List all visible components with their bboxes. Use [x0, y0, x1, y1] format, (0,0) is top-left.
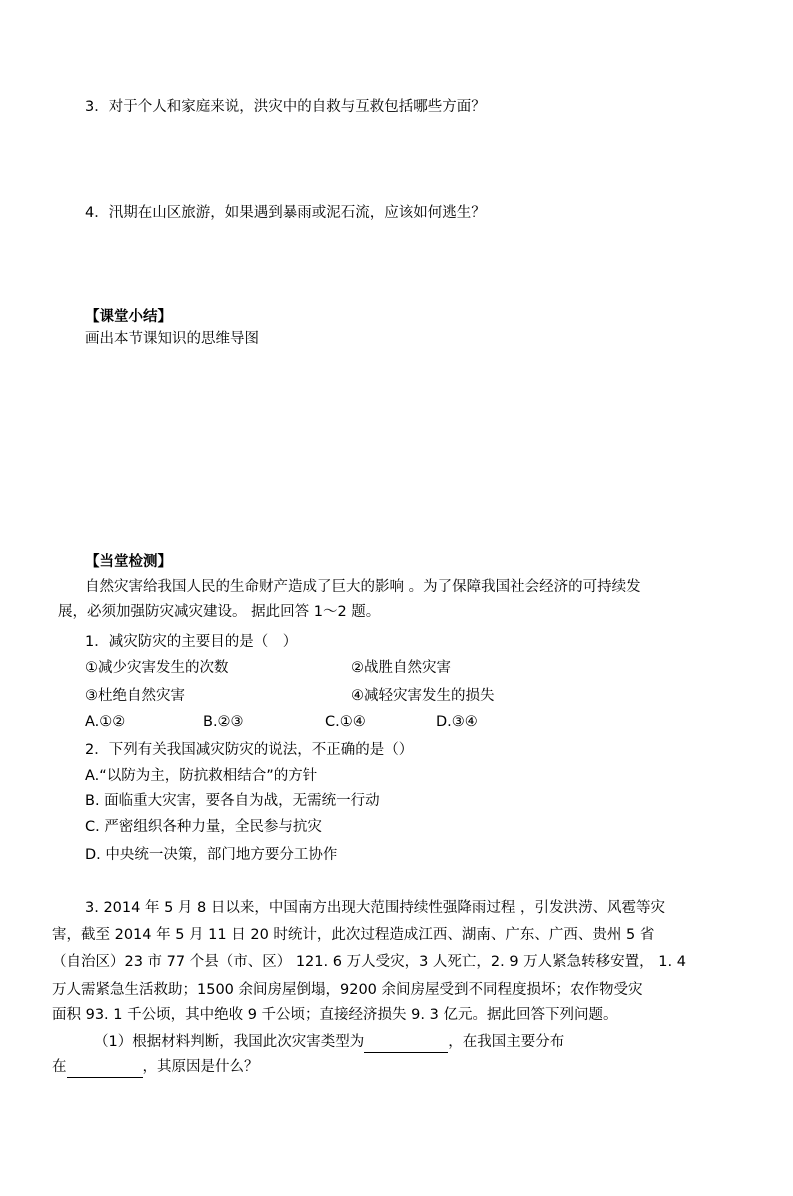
q1-option-a: A.①②: [85, 714, 126, 730]
q1-item-2: ②战胜自然灾害: [351, 660, 451, 676]
q3-material-line-4: 万人需紧急生活救助；1500 余间房屋倒塌，9200 余间房屋受到不同程度损坏；农作物受灾: [52, 982, 643, 998]
q1-option-d: D.③④: [436, 714, 478, 730]
q3-sub-1-text-a: （1）根据材料判断，我国此次灾害类型为: [94, 1034, 365, 1050]
q3-sub-1-text-b: ，在我国主要分布: [448, 1034, 565, 1050]
q3-material-line-2: 害，截至 2014 年 5 月 11 日 20 时统计，此次过程造成江西、湖南、广东、广西、贵州 5 省: [52, 927, 655, 943]
q2-option-c: C. 严密组织各种力量，全民参与抗灾: [85, 819, 322, 835]
q3-material-line-1: 3. 2014 年 5 月 8 日以来，中国南方出现大范围持续性强降雨过程 ，引发洪涝、风雹等灾: [85, 900, 665, 916]
summary-heading: 【课堂小结】: [85, 309, 172, 325]
q3-material-line-5: 面积 93. 1 千公顷，其中绝收 9 千公顷；直接经济损失 9. 3 亿元。据此回答下列问题。: [52, 1007, 618, 1023]
q1-option-c: C.①④: [325, 714, 366, 730]
q1-item-1: ①减少灾害发生的次数: [85, 660, 229, 676]
question-3-top: 3．对于个人和家庭来说，洪灾中的自救与互救包括哪些方面？: [85, 99, 486, 115]
summary-instruction: 画出本节课知识的思维导图: [85, 331, 259, 347]
q3-sub-1-text-d: ，其原因是什么？: [142, 1059, 259, 1075]
q1-option-b: B.②③: [203, 714, 244, 730]
check-heading: 【当堂检测】: [85, 554, 172, 570]
q3-sub-1-line-2: [52, 1057, 259, 1078]
check-intro-line-1: 自然灾害给我国人民的生命财产造成了巨大的影响 。为了保障我国社会经济的可持续发: [85, 579, 641, 595]
q2-option-a: A.“以防为主，防抗救相结合”的方针: [85, 768, 318, 784]
check-intro-line-2: 展，必须加强防灾减灾建设。 据此回答 1～2 题。: [58, 604, 381, 620]
q1-item-4: ④减轻灾害发生的损失: [351, 688, 495, 704]
q3-material-line-3: （自治区）23 市 77 个县（市、区） 121. 6 万人受灾，3 人死亡，2. 9 万人紧急转移安置， 1. 4: [52, 954, 686, 970]
answer-blank-disaster-type[interactable]: [364, 1032, 448, 1053]
answer-blank-distribution[interactable]: [67, 1057, 143, 1078]
q2-option-b: B. 面临重大灾害，要各自为战，无需统一行动: [85, 793, 380, 809]
q1-stem: 1．减灾防灾的主要目的是（ ）: [85, 634, 298, 650]
q1-item-3: ③杜绝自然灾害: [85, 688, 185, 704]
q3-sub-1-line-1: [94, 1032, 564, 1053]
question-4-top: 4．汛期在山区旅游，如果遇到暴雨或泥石流，应该如何逃生？: [85, 205, 486, 221]
q2-stem: 2．下列有关我国减灾防灾的说法，不正确的是（）: [85, 742, 414, 758]
q3-sub-1-text-c: 在: [52, 1059, 67, 1075]
q2-option-d: D. 中央统一决策，部门地方要分工协作: [85, 847, 338, 863]
